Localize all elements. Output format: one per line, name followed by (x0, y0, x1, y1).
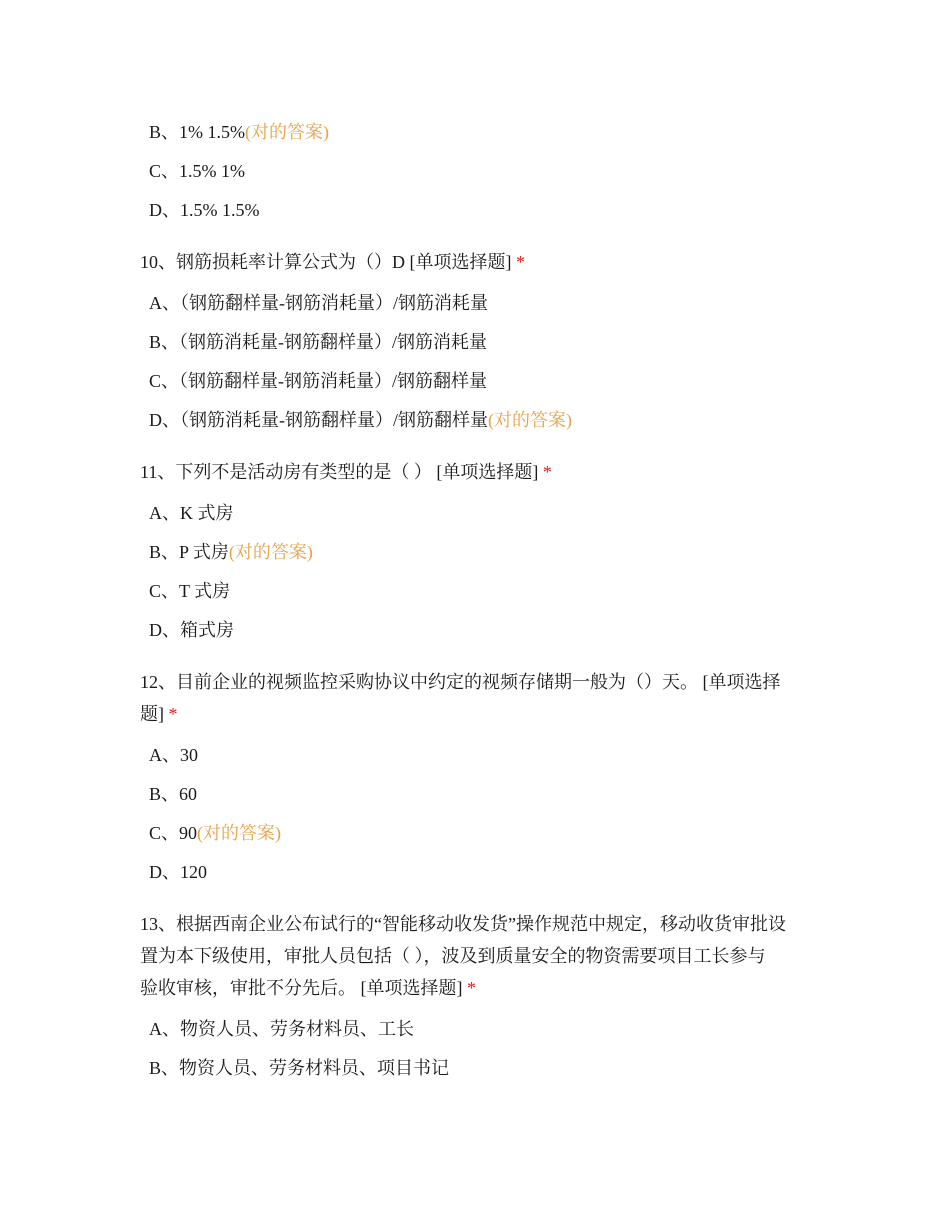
question-text: 13、根据西南企业公布试行的“智能移动收发货”操作规范中规定，移动收货审批设 (140, 914, 786, 934)
question-text: 11、下列不是活动房有类型的是（ ） [单项选择题] (140, 462, 539, 482)
q11-option-a (149, 501, 234, 525)
option-text: C、T 式房 (149, 581, 231, 601)
option-text: B、物资人员、劳务材料员、项目书记 (149, 1058, 450, 1078)
q12-option-b (149, 782, 197, 806)
option-text: A、K 式房 (149, 503, 234, 523)
option-text: B、60 (149, 784, 198, 804)
q12-option-c (149, 821, 281, 845)
option-text: C、1.5% 1% (149, 161, 245, 181)
q11-option-d (149, 618, 234, 642)
q13-question-line1 (140, 912, 786, 936)
option-text: B、1% 1.5% (149, 122, 245, 142)
q9-option-c (149, 159, 245, 183)
q10-option-b (149, 330, 487, 354)
correct-answer-marker: (对的答案) (197, 823, 282, 843)
q13-question-line2 (140, 944, 766, 968)
q10-option-a (149, 291, 488, 315)
required-marker: * (467, 978, 476, 998)
question-text: 题] (140, 704, 164, 724)
q12-question-line2 (140, 702, 178, 726)
question-text: 12、目前企业的视频监控采购协议中约定的视频存储期一般为（）天。 [单项选择 (140, 672, 781, 692)
q10-option-d (149, 408, 572, 432)
required-marker: * (516, 252, 525, 272)
q9-option-b (149, 120, 329, 144)
correct-answer-marker: (对的答案) (245, 122, 329, 142)
correct-answer-marker: (对的答案) (488, 410, 572, 430)
q12-option-a (149, 743, 198, 767)
question-text: 置为本下级使用，审批人员包括（ ），波及到质量安全的物资需要项目工长参与 (140, 946, 766, 966)
required-marker: * (542, 462, 552, 482)
option-text: A、30 (149, 745, 198, 765)
q10-option-c (149, 369, 487, 393)
correct-answer-marker: (对的答案) (228, 542, 313, 562)
q13-option-a (149, 1017, 414, 1041)
option-text: D、（钢筋消耗量-钢筋翻样量）/钢筋翻样量 (149, 410, 488, 430)
q13-question-line3 (140, 976, 476, 1000)
q11-option-c (149, 579, 230, 603)
q12-option-d (149, 860, 207, 884)
option-text: D、箱式房 (149, 620, 234, 640)
option-text: C、（钢筋翻样量-钢筋消耗量）/钢筋翻样量 (149, 371, 487, 391)
option-text: B、（钢筋消耗量-钢筋翻样量）/钢筋消耗量 (149, 332, 487, 352)
question-text: 验收审核，审批不分先后。 [单项选择题] (140, 978, 463, 998)
q11-option-b (149, 540, 313, 564)
q11-question (140, 460, 552, 484)
option-text: D、120 (149, 862, 207, 882)
option-text: C、90 (149, 823, 198, 843)
q9-option-d (149, 198, 260, 222)
question-text: 10、钢筋损耗率计算公式为（）D [单项选择题] (140, 252, 512, 272)
option-text: D、1.5% 1.5% (149, 200, 260, 220)
q12-question-line1 (140, 670, 781, 694)
option-text: A、物资人员、劳务材料员、工长 (149, 1019, 414, 1039)
option-text: B、P 式房 (149, 542, 229, 562)
option-text: A、（钢筋翻样量-钢筋消耗量）/钢筋消耗量 (149, 293, 488, 313)
q13-option-b (149, 1056, 449, 1080)
q10-question (140, 250, 525, 274)
required-marker: * (168, 704, 178, 724)
